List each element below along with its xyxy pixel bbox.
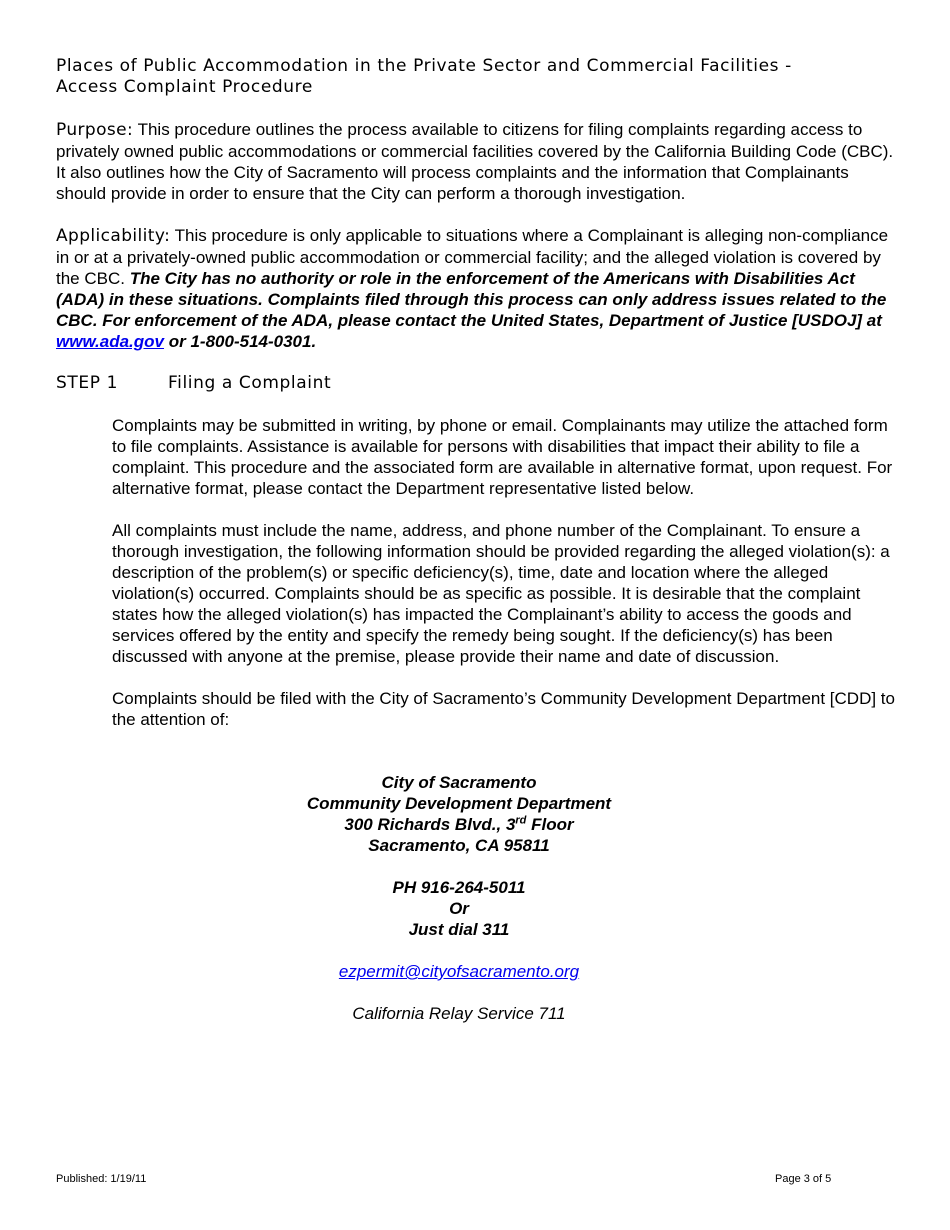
ada-link[interactable]: www.ada.gov xyxy=(56,332,165,351)
contact-address xyxy=(112,772,686,940)
contact-dept: Community Development Department xyxy=(306,794,612,813)
contact-org: City of Sacramento xyxy=(381,773,537,792)
contact-dial: Just dial 311 xyxy=(408,920,510,939)
applicability-phone: or 1-800-514-0301. xyxy=(168,332,317,351)
title-line-1: Places of Public Accommodation in the Private Sector and Commercial Facilities - xyxy=(56,56,792,76)
email-line xyxy=(232,961,686,982)
street-post: Floor xyxy=(526,815,574,834)
step-number: STEP 1 xyxy=(56,373,118,393)
contact-city: Sacramento, CA 95811 xyxy=(368,836,550,855)
applicability-paragraph xyxy=(56,225,896,352)
footer-published: Published: 1/19/11 xyxy=(56,1173,147,1185)
step-paragraph-3: Complaints should be filed with the City of Sacramento’s Community Development Department [CDD] to the attention of: xyxy=(112,689,895,729)
contact-phone: PH 916-264-5011 xyxy=(392,878,526,897)
document-page xyxy=(56,56,896,1024)
step-paragraph-2: All complaints must include the name, address, and phone number of the Complainant. To ensure a thorough investigation, the following information should be provided regarding the alleged violation(s): a description of the problem(s) or specific deficiency(s), time, date and location where the alleged violation(s) occurred. Complaints should be as specific as possible. It is desirable that the complaint states how the alleged violation(s) has impacted the Complainant’s ability to access the goods and services offered by the entity and specify the remedy being sought. If the deficiency(s) has been discussed with anyone at the premise, please provide their name and date of discussion. xyxy=(112,521,890,666)
street-sup: rd xyxy=(515,814,527,827)
applicability-text: This procedure is only applicable to situations where a Complainant is alleging non-compliance in or at a privately-owned public accommodation or commercial facility; and the alleged violation is covered by the CBC. xyxy=(56,226,889,288)
email-link[interactable]: ezpermit@cityofsacramento.org xyxy=(338,962,580,981)
street-pre: 300 Richards Blvd., 3 xyxy=(344,815,516,834)
relay-line: California Relay Service 711 xyxy=(352,1004,566,1023)
document-title xyxy=(56,56,896,98)
step-1-body xyxy=(112,415,896,730)
step-1-heading xyxy=(56,373,896,394)
title-line-2: Access Complaint Procedure xyxy=(56,77,313,97)
footer-page-number: Page 3 of 5 xyxy=(775,1173,832,1185)
contact-or: Or xyxy=(449,899,469,918)
applicability-emphasis: The City has no authority or role in the enforcement of the Americans with Disabilities Act (ADA) in these situations. Complaints filed through this process can only address issues related to the CBC. For enforcement of the ADA, please contact the United States, Department of Justice [USDOJ] at xyxy=(56,269,887,330)
step-paragraph-1: Complaints may be submitted in writing, by phone or email. Complainants may utilize the attached form to file complaints. Assistance is available for persons with disabilities that impact their ability to file a complaint. This procedure and the associated form are available in alternative format, upon request. For alternative format, please contact the Department representative listed below. xyxy=(112,416,893,498)
purpose-paragraph xyxy=(56,119,896,204)
purpose-text: This procedure outlines the process available to citizens for filing complaints regarding access to privately owned public accommodations or commercial facilities covered by the California Building Code (CBC). It also outlines how the City of Sacramento will process complaints and the information that Complainants should provide in order to ensure that the City can perform a thorough investigation. xyxy=(56,120,894,203)
contact-street xyxy=(232,814,686,835)
spacer xyxy=(232,856,686,877)
step-title: Filing a Complaint xyxy=(168,373,332,393)
applicability-label: Applicability: xyxy=(56,226,171,246)
purpose-label: Purpose: xyxy=(56,120,134,140)
